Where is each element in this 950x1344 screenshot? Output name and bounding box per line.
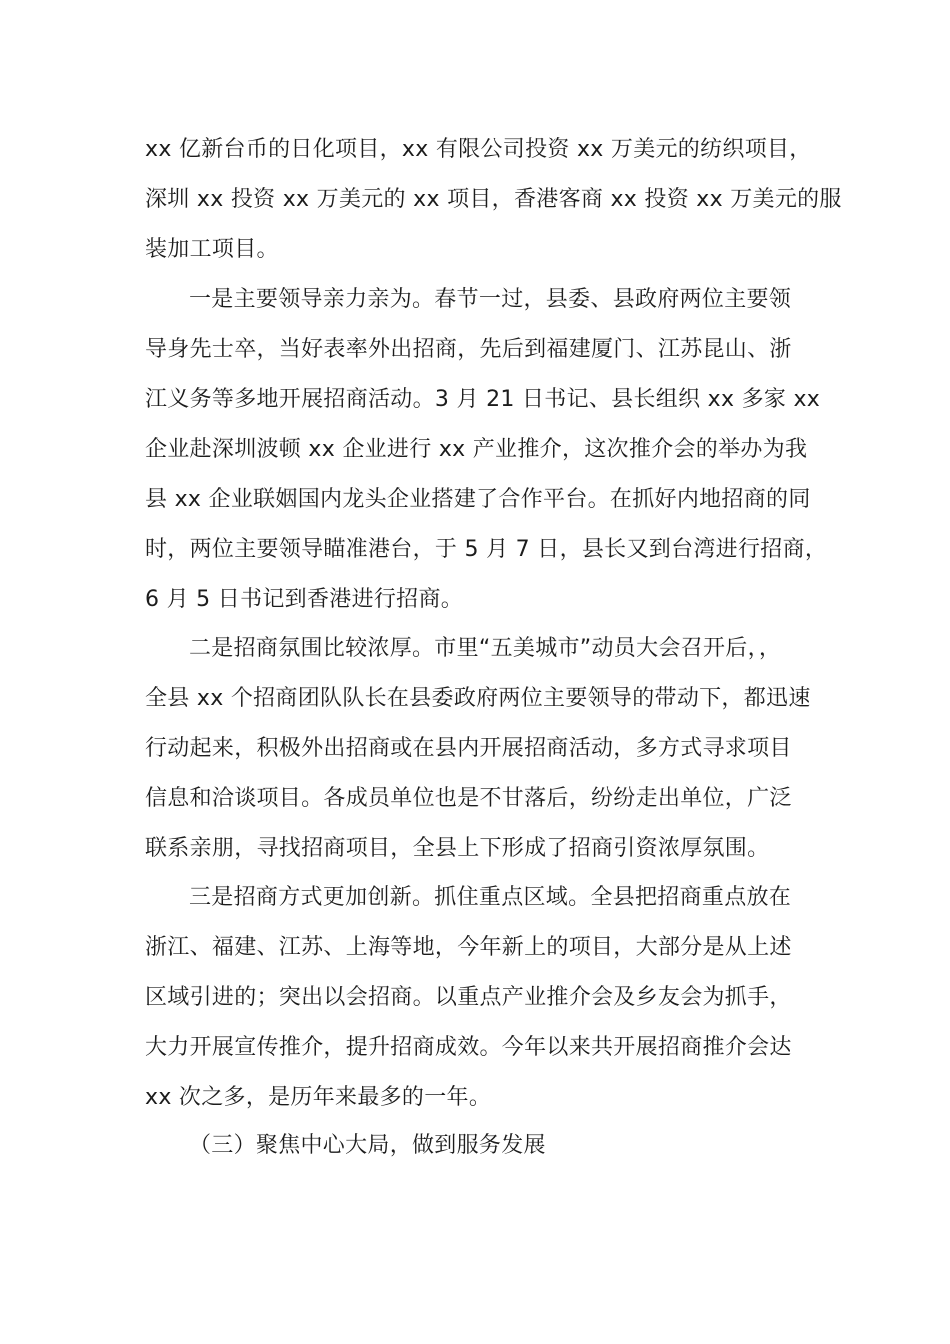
paragraph-line: 一是主要领导亲力亲为。春节一过，县委、县政府两位主要领 — [189, 287, 792, 312]
paragraph-line: 企业赴深圳波顿 xx 企业进行 xx 产业推介，这次推介会的举办为我 — [145, 437, 808, 462]
paragraph-line: 信息和洽谈项目。各成员单位也是不甘落后，纷纷走出单位，广泛 — [145, 786, 792, 811]
paragraph-line: 三是招商方式更加创新。抓住重点区域。全县把招商重点放在 — [189, 885, 792, 910]
paragraph-line: xx 次之多，是历年来最多的一年。 — [145, 1085, 492, 1110]
paragraph-line: 6 月 5 日书记到香港进行招商。 — [145, 587, 464, 612]
paragraph-line: 行动起来，积极外出招商或在县内开展招商活动，多方式寻求项目 — [145, 736, 792, 761]
section-heading: （三）聚焦中心大局，做到服务发展 — [189, 1133, 546, 1158]
paragraph-line: xx 亿新台币的日化项目，xx 有限公司投资 xx 万美元的纺织项目， — [145, 137, 812, 162]
paragraph-line: 导身先士卒，当好表率外出招商，先后到福建厦门、江苏昆山、浙 — [145, 337, 792, 362]
paragraph-line: 深圳 xx 投资 xx 万美元的 xx 项目，香港客商 xx 投资 xx 万美元的服 — [145, 187, 842, 212]
paragraph-line: 时，两位主要领导瞄准港台，于 5 月 7 日，县长又到台湾进行招商， — [145, 537, 828, 562]
paragraph-line: 江义务等多地开展招商活动。3 月 21 日书记、县长组织 xx 多家 xx — [145, 387, 821, 412]
paragraph-line: 二是招商氛围比较浓厚。市里“五美城市”动员大会召开后，， — [189, 636, 782, 661]
paragraph-line: 大力开展宣传推介，提升招商成效。今年以来共开展招商推介会达 — [145, 1035, 792, 1060]
paragraph-line: 装加工项目。 — [145, 237, 279, 262]
paragraph-line: 区域引进的；突出以会招商。以重点产业推介会及乡友会为抓手， — [145, 985, 792, 1010]
paragraph-line: 联系亲朋，寻找招商项目，全县上下形成了招商引资浓厚氛围。 — [145, 836, 770, 861]
paragraph-line: 浙江、福建、江苏、上海等地，今年新上的项目，大部分是从上述 — [145, 935, 792, 960]
paragraph-line: 全县 xx 个招商团队队长在县委政府两位主要领导的带动下，都迅速 — [145, 686, 811, 711]
paragraph-line: 县 xx 企业联姻国内龙头企业搭建了合作平台。在抓好内地招商的同 — [145, 487, 811, 512]
